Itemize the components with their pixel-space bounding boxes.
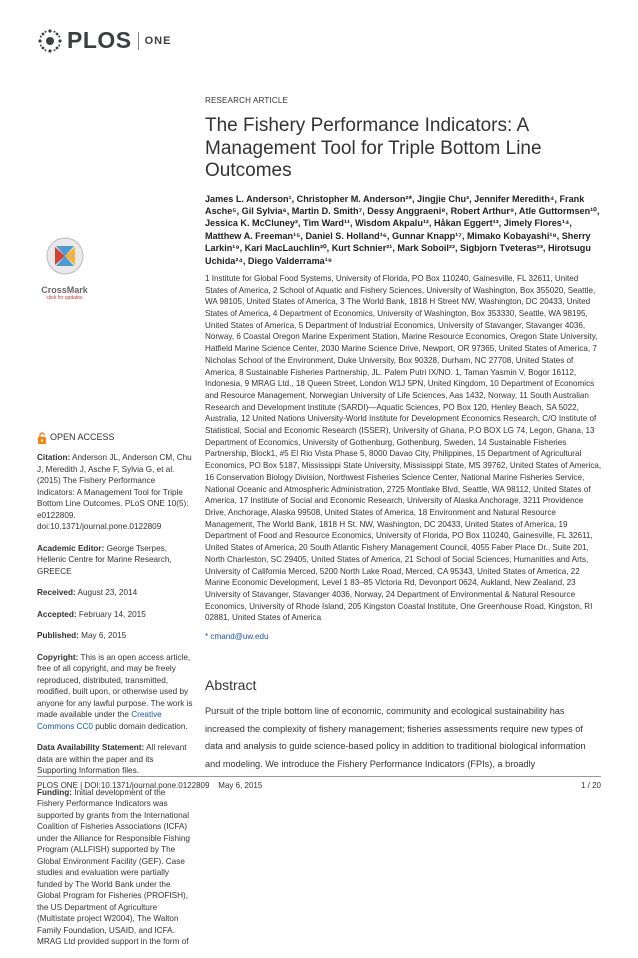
crossmark-label: CrossMark bbox=[41, 285, 88, 295]
footer-citation: PLOS ONE | DOI:10.1371/journal.pone.0122809 May 6, 2015 bbox=[37, 781, 263, 790]
accepted-heading: Accepted: bbox=[37, 609, 77, 619]
academic-editor bbox=[37, 543, 193, 578]
published-date bbox=[37, 630, 193, 642]
citation-text: Anderson JL, Anderson CM, Chu J, Meredith J, Asche F, Sylvia G, et al. (2015) The Fishery Performance Indicators: A Management Tool for Triple Bottom Line Outcomes. PLoS ONE 10(5): e0122809. doi:10.1371/journal.pone.0122809 bbox=[37, 453, 192, 531]
published-text: May 6, 2015 bbox=[81, 631, 127, 640]
citation-heading: Citation: bbox=[37, 453, 71, 462]
copyright-text: This is an open access article, free of all copyright, and may be freely reproduced, distributed, transmitted, modified, built upon, or otherwise used by anyone for any lawful purpose. The work is made available under the bbox=[37, 652, 193, 719]
open-access-badge bbox=[37, 432, 193, 444]
accepted-date bbox=[37, 609, 193, 621]
page-footer bbox=[37, 776, 601, 790]
accepted-text: February 14, 2015 bbox=[78, 609, 146, 619]
citation bbox=[37, 452, 193, 533]
funding-heading: Funding: bbox=[37, 787, 73, 797]
data-heading: Data Availability Statement: bbox=[37, 743, 145, 752]
page-number: 1 / 20 bbox=[580, 781, 601, 790]
received-text: August 23, 2014 bbox=[77, 588, 138, 597]
open-access-label: OPEN ACCESS bbox=[50, 432, 115, 443]
funding-text: Initial development of the Fishery Performance Indicators was supported by grants from the International Coalition of Fisheries Associations (ICFA) under the Alliance for Responsible Fishing Program (ALLFISH) supported by The Global Environment Facility (GEF). Case studies and evaluation were partially funded by The World Bank under the Global Program for Fisheries (PROFISH), the US Department of Agriculture (Multistate project W2004), The Walton Family Foundation, USAID, and ICFA. MRAG Ltd provided support in the form of bbox=[37, 787, 190, 946]
editor-heading: Academic Editor: bbox=[37, 543, 105, 553]
logo-divider bbox=[138, 32, 139, 50]
journal-name: ONE bbox=[144, 34, 172, 47]
affiliations: 1 Institute for Global Food Systems, University of Florida, PO Box 110240, Gainesville, FL 32611, United States of America, 2 School of Aquatic and Fishery Sciences, University of Washington, Box 355020, Seattle, WA 98105, United States of America, 3 The World Bank, 1818 H Street NW, Washington, DC 20433, United States of America, 4 Department of Economics, University of Washington, Box 353330, Seattle, WA 98195, United States of America, 5 Department of Industrial Economics, University of Stavanger, Stavanger 4036, Norway, 6 Coastal Oregon Marine Experiment Station, Marine Resource Economics, Oregon State University, Hatfield Marine Science Center, 2030 Marine Science Drive, Newport, OR 97365, United States of America, 7 Nicholas School of the Environment, Duke University, Box 90328, Durham, NC 27708, United States of America, 8 Sustainable Fisheries Partnership, JL. Palem Putri IX/NO. 1, Taman Yasmin V, Bogor 16112, Indonesia, 9 MRAG Ltd., 18 Queen Street, London W1J 5PN, United Kingdom, 10 Department of Economics and Resource Management, Norwegian University of Life Sciences, Aas 1432, Norway, 11 South Australian Research and Development Institute (SARDI)—Aquatic Sciences, PO Box 120, Henley Beach, SA 5022, Australia, 12 United Nations University-World Institute for Development Economics Research, C/O Institute of Statistical, Social and Economic Research (ISSER), University of Ghana, P.O BOX LG 74, Legon, Ghana, 13 Department of Economics, University of Gothenburg, Gothenburg, Sweden, 14 Sustainable Fisheries Partnership, Block1, #5 El Rio Vista Phase 5, 8000 Davao City, Philippines, 15 Department of Agricultural Economics, PO Box 5187, Mississippi State University, Mississippi State, MS 39762, United States of America, 16 Conservation Biology Division, Northwest Fisheries Science Center, National Marine Fisheries Service, National Oceanic and Atmospheric Administration, 2725 Montlake Blvd, Seattle, WA 98112, United States of America, 17 Institute of Social and Economic Research, University of Alaska Anchorage, 3211 Providence Drive, Anchorage, Alaska 99508, United States of America, 18 Environment and Natural Resource Management, The World Bank, 1818 H St. NW, Washington, DC 20433, United States of America, 19 Department of Food and Resource Economics, University of Florida, PO Box 110240, Gainesville, FL 32611, United States of America, 20 South Atlantic Fishery Management Council, 4055 Faber Place Dr., Suite 201, North Charleston, SC 29405, United States of America, 21 School of Social Sciences, Humanities and Arts, University of California Merced, 5200 North Lake Road, Merced, CA 95343, United States of America, 22 Marine Economic Development, Level 1 83–85 Victoria Rd, Devonport 0624, Aukland, New Zealand, 23 University of Stavanger, Stavanger 4036, Norway, 24 Department of Environmental & Natural Resource Economics, University of Rhode Island, 205 Kingston Coastal Institute, One Greenhouse Road, Kingston, RI 02881, United States of America bbox=[205, 273, 602, 623]
article-title: The Fishery Performance Indicators: A Management Tool for Triple Bottom Line Outcomes bbox=[205, 115, 542, 181]
logo-text: PLOS bbox=[67, 27, 132, 53]
article-sidebar bbox=[37, 432, 193, 958]
article-main bbox=[205, 96, 602, 773]
abstract-heading: Abstract bbox=[205, 677, 257, 694]
crossmark-sublabel: click for updates bbox=[46, 295, 83, 301]
crossmark-badge[interactable] bbox=[37, 236, 92, 301]
data-text: All relevant data are within the paper and its Supporting Information files. bbox=[37, 743, 187, 775]
published-heading: Published: bbox=[37, 631, 79, 640]
plos-logo-icon bbox=[37, 28, 63, 54]
received-date bbox=[37, 587, 193, 599]
copyright-tail: public domain dedication. bbox=[95, 721, 188, 731]
crossmark-icon bbox=[41, 236, 89, 278]
data-availability bbox=[37, 742, 193, 777]
author-list: James L. Anderson¹, Christopher M. Anderson²*, Jingjie Chu³, Jennifer Meredith⁴, Frank Asche⁵, Gil Sylvia⁶, Martin D. Smith⁷, Dessy Anggraeni⁸, Robert Arthur⁹, Atle Guttormsen¹⁰, Jessica K. McCluney², Tim Ward¹¹, Wisdom Akpalu¹², Håkan Eggert¹³, Jimely Flores¹⁴, Matthew A. Freeman¹⁵, Daniel S. Holland¹⁶, Gunnar Knapp¹⁷, Mimako Kobayashi¹⁸, Sherry Larkin¹⁹, Kari MacLauchlin²⁰, Kurt Schnier²¹, Mark Soboil²², Sigbjorn Tveteras²³, Hirotsugu Uchida²⁴, Diego Valderrama¹⁹ bbox=[205, 193, 600, 266]
cc0-link[interactable]: Creative Commons CC0 bbox=[37, 710, 162, 731]
funding bbox=[37, 787, 193, 948]
copyright-heading: Copyright: bbox=[37, 652, 79, 662]
corresponding-email[interactable]: * cmand@uw.edu bbox=[205, 632, 269, 642]
abstract-text: Pursuit of the triple bottom line of economic, community and ecological sustainability has increased the complexity of fishery management; fisheries assessments require new types of data and analysis to guide science-based policy in addition to traditional biological information and modeling. We introduce the Fishery Performance Indicators (FPIs), a broadly bbox=[205, 706, 586, 769]
open-lock-icon bbox=[37, 432, 47, 444]
article-type-label: RESEARCH ARTICLE bbox=[205, 96, 289, 105]
editor-text: George Tserpes, Hellenic Centre for Marine Research, GREECE bbox=[37, 543, 172, 576]
plos-logo bbox=[37, 27, 171, 54]
received-heading: Received: bbox=[37, 588, 76, 597]
copyright bbox=[37, 652, 193, 733]
